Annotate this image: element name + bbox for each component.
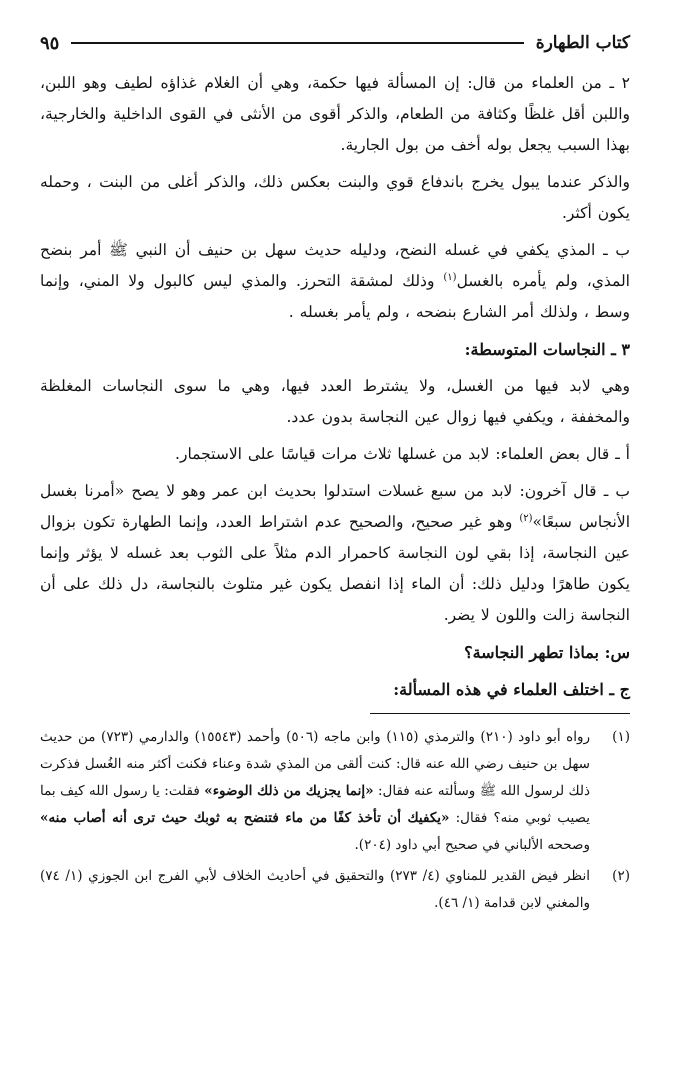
paragraph-madhy-text-b: وذلك لمشقة التحرز. والمذي ليس كالبول ولا المني، وإنما وسط ، ولذلك أمر الشارع بنضحه ، ولم يأمر بغسله .: [40, 272, 630, 321]
footnote-1-text-c: وصححه الألباني في صحيح أبي داود (٢٠٤).: [354, 837, 590, 853]
footnote-number: (١): [612, 729, 630, 745]
paragraph-opinion-a: أ ـ قال بعض العلماء: لابد من غسلها ثلاث مرات قياسًا على الاستجمار.: [175, 445, 630, 463]
book-title: كتاب الطهارة: [535, 33, 630, 53]
page-number: ٩٥: [40, 32, 60, 54]
paragraph-madhy: [40, 235, 630, 328]
header-rule: [71, 42, 523, 44]
footnote-2: [40, 863, 630, 917]
paragraph-opinion-b: [40, 476, 630, 631]
footnotes: [40, 724, 630, 917]
footnote-number: (٢): [612, 868, 630, 884]
footnote-1: [40, 724, 630, 859]
paragraph-medium-definition: وهي لابد فيها من الغسل، ولا يشترط العدد فيها، وهي ما سوى النجاسات المغلظة والمخففة ، ويكفي فيها زوال عين النجاسة بدون عدد.: [40, 377, 630, 426]
footnote-1-hadith-2: «يكفيك أن تأخذ كفًا من ماء فتنضح به ثوبك حيث ترى أنه أصاب منه»: [40, 810, 450, 826]
footnote-ref-2[interactable]: (٢): [519, 512, 533, 524]
main-text: [40, 68, 630, 705]
footnote-1-text-a: رواه أبو داود (٢١٠) والترمذي (١١٥) وابن ماجه (٥٠٦) وأحمد (١٥٥٤٣) والدارمي (٧٢٣) من حديث سهل بن حنيف رضي الله عنه قال: كنت ألقى من المذي شدة وعناء فكنت أكثر منه الغُسل فذكرت ذلك لرسول الله ﷺ وسألته عنه فقال:: [40, 729, 591, 799]
footnote-text: انظر فيض القدير للمناوي (٤/ ٢٧٣) والتحقيق في أحاديث الخلاف لأبي الفرج ابن الجوزي (١/ ٧٤) والمغني لابن قدامة (١/ ٤٦).: [40, 868, 591, 911]
footnote-1-hadith-1: «إنما يجزيك من ذلك الوضوء»: [204, 783, 374, 799]
paragraph-madhy-text-a: ب ـ المذي يكفي في غسله النضح، ودليله حديث سهل بن حنيف أن النبي ﷺ أمر بنضح المذي، ولم يأمره بالغسل: [40, 241, 630, 290]
paragraph-male-urine: والذكر عندما يبول يخرج باندفاع قوي والبنت بعكس ذلك، والذكر أغلى من البنت ، وحمله يكون أكثر.: [40, 173, 630, 222]
paragraph-wisdom: ٢ ـ من العلماء من قال: إن المسألة فيها حكمة، وهي أن الغلام غذاؤه لطيف وهو اللبن، واللبن أقل غلظًا وكثافة من الطعام، والذكر أقوى من الأنثى في القوى الداخلية والخارجية، بهذا السبب يجعل بوله أخف من بول الجارية.: [40, 74, 630, 154]
section-heading-medium-impurities: ٣ ـ النجاسات المتوسطة:: [464, 340, 630, 359]
running-header: [40, 28, 630, 58]
footnote-1-text-b: فقلت: يا رسول الله كيف بما يصيب ثوبي منه؟ فقال:: [40, 783, 590, 826]
answer-heading: ج ـ اختلف العلماء في هذه المسألة:: [393, 680, 630, 699]
footnote-ref-1[interactable]: (١): [443, 271, 457, 283]
footnote-text: [40, 724, 590, 859]
footnote-separator: [370, 713, 630, 714]
paragraph-opinion-b-text-b: وهو غير صحيح، والصحيح عدم اشتراط العدد، وإنما الطهارة تكون بزوال عين النجاسة، إذا بقي لون النجاسة كاحمرار الدم مثلاً على الثوب بعد غسله لا يؤثر وإنما يكون طاهرًا ودليل ذلك: أن الماء إذا انفصل يكون غير متلوث بالنجاسة، دل ذلك على أن النجاسة زالت واللون لا يضر.: [40, 513, 630, 624]
paragraph-opinion-b-text-a: ب ـ قال آخرون: لابد من سبع غسلات استدلوا بحديث ابن عمر وهو لا يصح «أمرنا بغسل الأنجاس سبعًا»: [40, 482, 631, 531]
question-heading: س: بماذا تطهر النجاسة؟: [464, 643, 630, 662]
